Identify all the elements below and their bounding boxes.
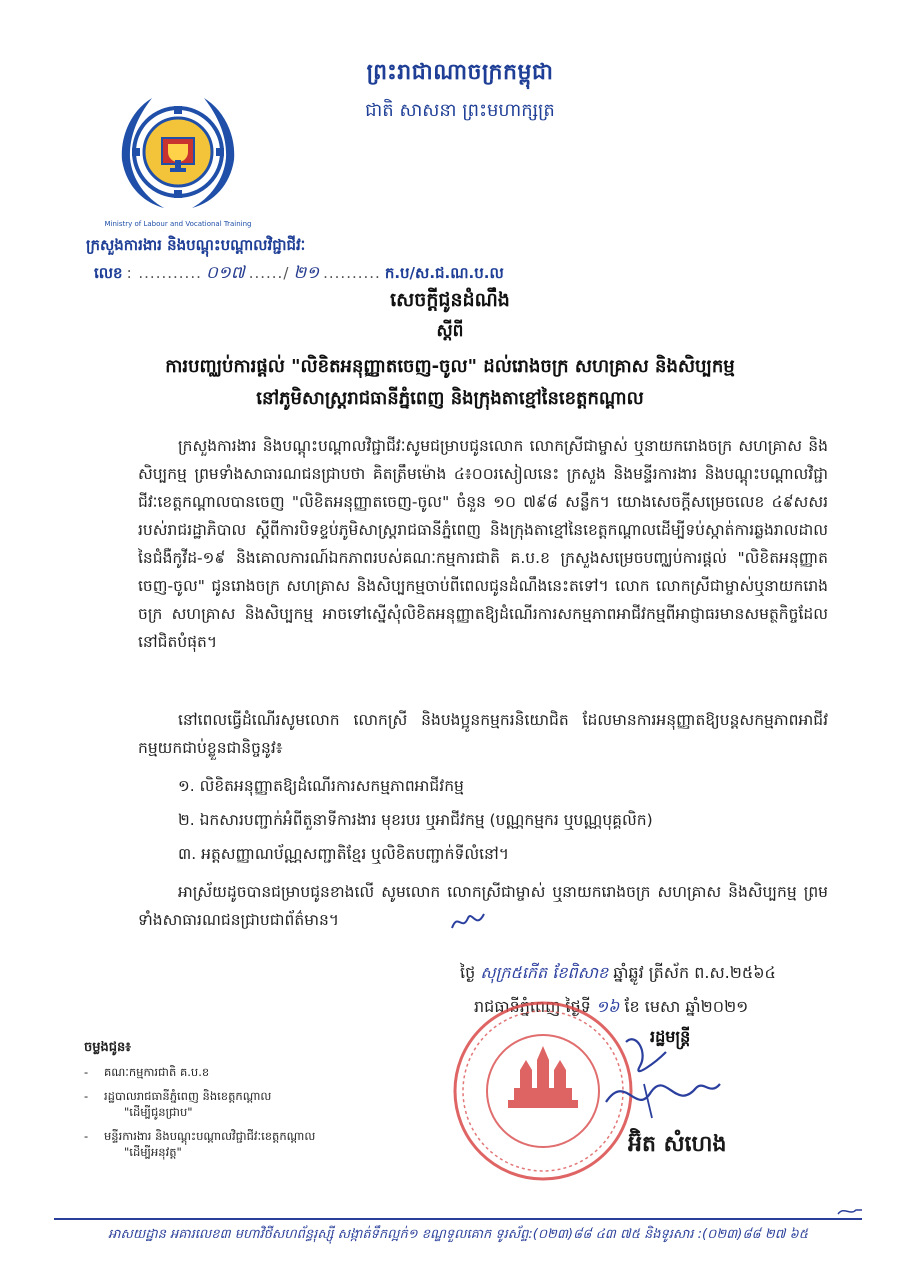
solar-suffix: ខែ មេសា ឆ្នាំ២០២១ bbox=[624, 997, 749, 1016]
logo-caption: Ministry of Labour and Vocational Training bbox=[104, 220, 252, 228]
minister-name: អ៊ិត សំហេង bbox=[628, 1132, 727, 1157]
lunar-prefix: ថ្ងៃ bbox=[460, 963, 476, 982]
ministry-logo bbox=[104, 80, 252, 230]
recipient-line: មន្ទីរការងារ និងបណ្តុះបណ្តាលវិជ្ជាជីវៈខេត្តកណ្តាល bbox=[104, 1129, 316, 1143]
subject-line-2: នៅភូមិសាស្ត្ររាជធានីភ្នំពេញ និងក្រុងតាខ្មៅនៃខេត្តកណ្តាល bbox=[256, 388, 644, 409]
initials-mark bbox=[448, 908, 488, 936]
list-item: ២. ឯកសារបញ្ជាក់អំពីតួនាទីការងារ មុខរបរ ឬអាជីវកម្ម (បណ្ណកម្មករ ឬបណ្ណបុគ្គលិក) bbox=[178, 811, 653, 829]
body-paragraph-3: អាស្រ័យដូចបានជម្រាបជូនខាងលើ សូមលោក លោកស្រីជាម្ចាស់ ឬនាយករោងចក្រ សហគ្រាស និងសិប្បកម្ម ព្រមទាំងសាធារណជនជ្រាបជាព័ត៌មាន។ bbox=[138, 883, 828, 929]
lunar-suffix: ឆ្នាំឆ្លូវ ត្រីស័ក ព.ស.២៥៦៤ bbox=[613, 963, 776, 982]
national-motto: ជាតិ សាសនា ព្រះមហាក្សត្រ bbox=[365, 100, 555, 121]
recipient-item: - គណៈកម្មការជាតិ គ.ប.ខ bbox=[84, 1065, 210, 1079]
minister-signature bbox=[596, 1022, 736, 1132]
notice-concerning: ស្តីពី bbox=[436, 321, 464, 341]
kingdom-title: ព្រះរាជាណាចក្រកម្ពុជា bbox=[366, 60, 554, 85]
lunar-month-handwritten: ខែពិសាខ bbox=[552, 963, 609, 982]
ref-year-handwritten: ២១ bbox=[293, 263, 320, 283]
body-paragraph-1: ក្រសួងការងារ និងបណ្តុះបណ្តាលវិជ្ជាជីវៈសូមជម្រាបជូនលោក លោកស្រីជាម្ចាស់ ឬនាយករោងចក្រ សហគ្រាស និងសិប្បកម្ម ព្រមទាំងសាធារណជនជ្រាបថា គិតត្រឹមម៉ោង ៤៖០០រសៀលនេះ ក្រសួង និងមន្ទីរការងារ និងបណ្តុះបណ្តាលវិជ្ជាជីវៈខេត្តកណ្តាលបានចេញ "លិខិតអនុញ្ញាតចេញ-ចូល" ចំនួន ១០ ៧៩៨ សន្លឹក។ យោងសេចក្តីសម្រេចលេខ ៤៩សសរ របស់រាជរដ្ឋាភិបាល ស្តីពីការបិទខ្ទប់ភូមិសាស្ត្ររាជធានីភ្នំពេញ និងក្រុងតាខ្មៅនៃខេត្តកណ្តាលដើម្បីទប់ស្កាត់ការឆ្លងរាលដាលនៃជំងឺកូវីដ-១៩ និងគោលការណ៍ឯកភាពរបស់គណៈកម្មការជាតិ គ.ប.ខ ក្រសួងសម្រេចបញ្ឈប់ការផ្តល់ "លិខិតអនុញ្ញាតចេញ-ចូល" ជូនរោងចក្រ សហគ្រាស និងសិប្បកម្មចាប់ពីពេលជូនដំណឹងនេះតទៅ។ លោក លោកស្រីជាម្ចាស់ឬនាយករោងចក្រ សហគ្រាស និងសិប្បកម្ម អាចទៅស្នើសុំលិខិតអនុញ្ញាតឱ្យដំណើរការសកម្មភាពអាជីវកម្មពីអាជ្ញាធរមានសមត្ថកិច្ចដែលនៅជិតបំផុត។ bbox=[138, 437, 828, 651]
list-item: ១. លិខិតអនុញ្ញាតឱ្យដំណើរការសកម្មភាពអាជីវកម្ម bbox=[178, 777, 464, 795]
footer-address: អាសយដ្ឋាន អគារលេខ៣ មហាវិថីសហព័ន្ធរុស្ស៊ី សង្កាត់ទឹកល្អក់១ ខណ្ឌទួលគោក ទូរស័ព្ទ:(០២៣)៨៨ ៤៣ ៧៥ និងទូរសារ :(០២៣)៨៨ ២៧ ៦៥ bbox=[108, 1227, 808, 1242]
recipient-note: "ដើម្បីជូនជ្រាប" bbox=[124, 1105, 193, 1119]
recipient-item: - រដ្ឋបាលរាជធានីភ្នំពេញ និងខេត្តកណ្តាល "ដើម្បីជូនជ្រាប" bbox=[84, 1089, 272, 1119]
footer-divider bbox=[54, 1218, 862, 1220]
ministry-name: ក្រសួងការងារ និងបណ្តុះបណ្តាលវិជ្ជាជីវៈ bbox=[86, 236, 306, 254]
list-item: ៣. អត្តសញ្ញាណប័ណ្ណសញ្ជាតិខ្មែរ ឬលិខិតបញ្ជាក់ទីលំនៅ។ bbox=[178, 845, 509, 863]
recipient-item: - មន្ទីរការងារ និងបណ្តុះបណ្តាលវិជ្ជាជីវៈខេត្តកណ្តាល "ដើម្បីអនុវត្ត" bbox=[84, 1129, 316, 1159]
recipient-line: គណៈកម្មការជាតិ គ.ប.ខ bbox=[104, 1065, 210, 1079]
ref-suffix: ក.ប/ស.ជ.ណ.ប.ល bbox=[384, 264, 504, 282]
temple-emblem bbox=[508, 1046, 578, 1108]
subject-line-1: ការបញ្ឈប់ការផ្តល់ "លិខិតអនុញ្ញាតចេញ-ចូល" ដល់រោងចក្រ សហគ្រាស និងសិប្បកម្ម bbox=[165, 356, 735, 377]
recipient-note: "ដើម្បីអនុវត្ត" bbox=[124, 1145, 182, 1159]
reference-number bbox=[94, 262, 504, 287]
lunar-day-handwritten: សុក្រ៥កើត bbox=[480, 963, 548, 982]
requirements-list bbox=[178, 772, 653, 874]
lunar-date bbox=[460, 962, 776, 986]
recipient-line: រដ្ឋបាលរាជធានីភ្នំពេញ និងខេត្តកណ្តាល bbox=[104, 1089, 272, 1103]
ref-dots-left: : ........... bbox=[126, 264, 202, 282]
ref-dots-mid: ....../ bbox=[248, 264, 290, 282]
solar-prefix: រាជធានីភ្នំពេញ ថ្ងៃទី bbox=[474, 997, 591, 1016]
ref-dots-right: .......... bbox=[323, 264, 381, 282]
recipients-block bbox=[84, 1040, 315, 1168]
body-paragraph-2: នៅពេលធ្វើដំណើរសូមលោក លោកស្រី និងបងប្អូនកម្មករនិយោជិត ដែលមានការអនុញ្ញាតឱ្យបន្តសកម្មភាពអាជីវកម្មយកជាប់ខ្លួនជានិច្ចនូវ៖ bbox=[138, 711, 828, 757]
minister-title: រដ្ឋមន្ត្រី bbox=[650, 1027, 691, 1046]
solar-day-handwritten: ១៦ bbox=[595, 997, 620, 1016]
corner-flourish bbox=[836, 1204, 864, 1218]
ref-label: លេខ bbox=[94, 264, 123, 282]
ref-number-handwritten: ០១៧ bbox=[205, 263, 245, 283]
recipients-title: ចម្លងជូន៖ bbox=[84, 1040, 131, 1055]
notice-title: សេចក្តីជូនដំណឹង bbox=[390, 289, 510, 311]
